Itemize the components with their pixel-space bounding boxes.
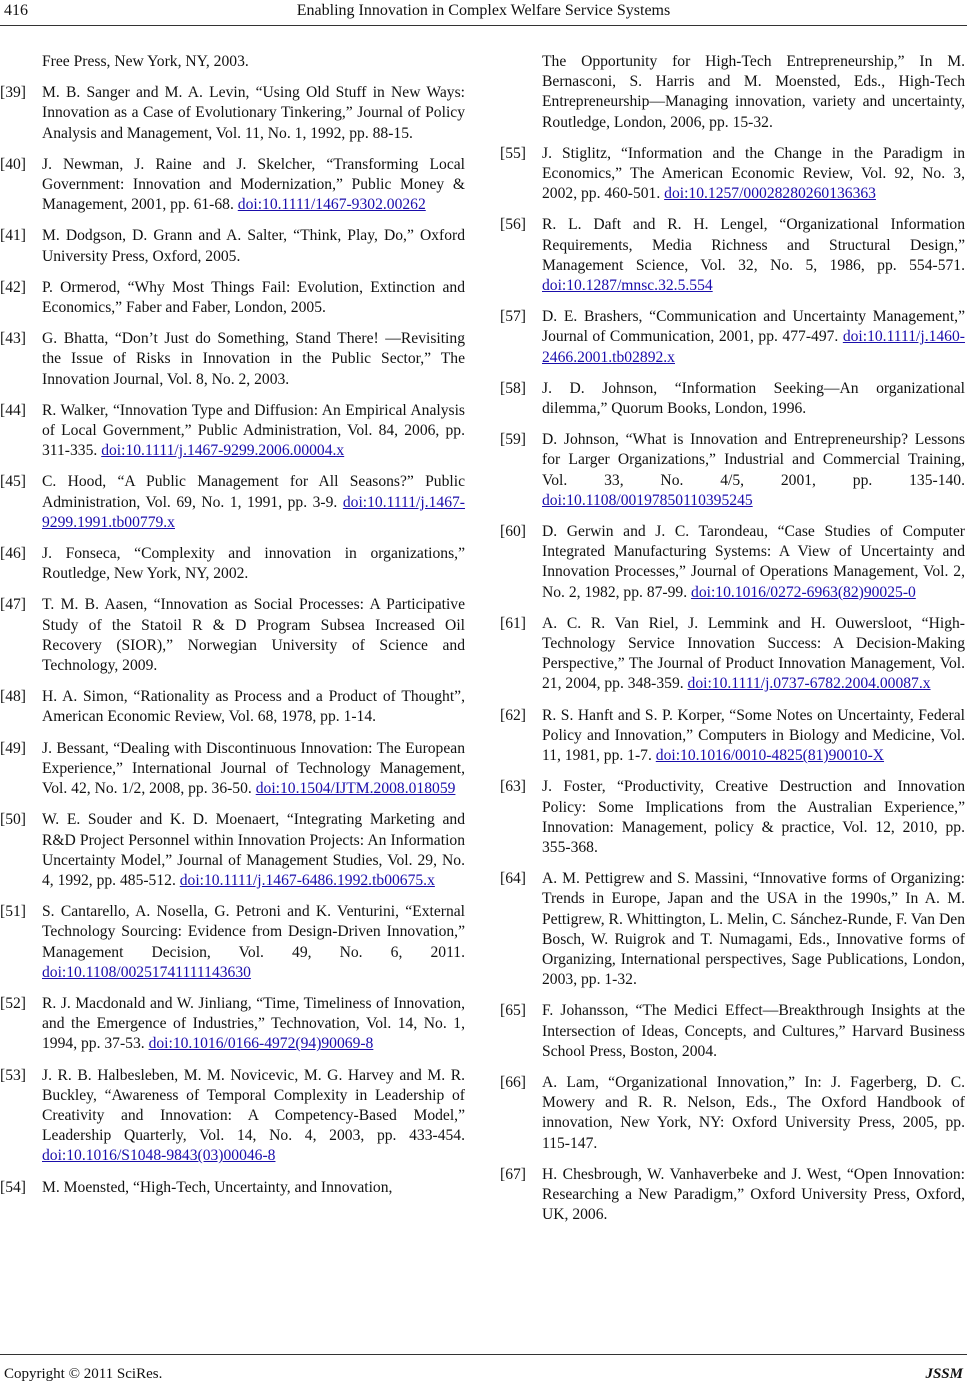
copyright-notice: Copyright © 2011 SciRes. bbox=[4, 1366, 163, 1382]
reference-text-block bbox=[42, 83, 465, 144]
reference-text: A. M. Pettigrew and S. Massini, “Innovative forms of Organizing: Trends in Europe, Japan and the USA in the 1990s,” In A. M. Pettigrew, R. Whittington, L. Melin, C. Sánchez-Runde, F. Van Den Bosch, W. Ruigrok and T. Numagami, Eds., Innovative forms of Organizing, International perspectives, Sage Publications, London, 2003, pp. 1-32. bbox=[542, 870, 965, 989]
reference-text: J. Fonseca, “Complexity and innovation in organizations,” Routledge, New York, NY, 2002. bbox=[42, 545, 465, 583]
reference-text-block bbox=[42, 472, 465, 533]
reference-number: [45] bbox=[0, 473, 26, 491]
reference-entry bbox=[500, 215, 965, 296]
reference-entry bbox=[500, 1165, 965, 1226]
reference-entry bbox=[500, 777, 965, 858]
reference-text-block bbox=[42, 994, 465, 1055]
reference-entry bbox=[0, 810, 465, 891]
reference-number: [65] bbox=[500, 1002, 526, 1020]
reference-number: [44] bbox=[0, 401, 26, 419]
reference-entry bbox=[500, 869, 965, 990]
reference-number: [64] bbox=[500, 870, 526, 888]
reference-text-block bbox=[42, 52, 465, 72]
reference-text-block bbox=[542, 430, 965, 511]
reference-text: H. Chesbrough, W. Vanhaverbeke and J. West, “Open Innovation: Researching a New Paradigm,” Oxford University Press, Oxford, UK, 2006. bbox=[542, 1165, 965, 1224]
reference-number: [66] bbox=[500, 1073, 526, 1091]
reference-text-block bbox=[542, 614, 965, 695]
reference-number: [47] bbox=[0, 596, 26, 614]
reference-text-block bbox=[542, 307, 965, 368]
reference-text-block bbox=[542, 52, 965, 133]
reference-number: [67] bbox=[500, 1165, 526, 1183]
reference-text: M. Moensted, “High-Tech, Uncertainty, and Innovation, bbox=[42, 1178, 393, 1196]
reference-number: [42] bbox=[0, 278, 26, 296]
reference-number: [55] bbox=[500, 144, 526, 162]
running-title: Enabling Innovation in Complex Welfare Service Systems bbox=[296, 2, 671, 19]
reference-text: W. E. Souder and K. D. Moenaert, “Integrating Marketing and R&D Project Personnel within Innovation Projects: An Information Uncertainty Model,” Journal of Management Studies, Vol. 29, No. 4, 1992, pp. 485-512. bbox=[42, 811, 465, 889]
reference-text-block bbox=[542, 215, 965, 296]
reference-number: [43] bbox=[0, 330, 26, 348]
journal-abbreviation: JSSM bbox=[925, 1366, 963, 1382]
reference-text: D. E. Brashers, “Communication and Uncertainty Management,” Journal of Communication, 2001, pp. 477-497. bbox=[542, 308, 965, 346]
reference-text: J. D. Johnson, “Information Seeking—An organizational dilemma,” Quorum Books, London, 1996. bbox=[542, 379, 965, 418]
page-footer bbox=[0, 1354, 967, 1384]
reference-entry bbox=[0, 401, 465, 462]
reference-text: D. Gerwin and J. C. Tarondeau, “Case Studies of Computer Integrated Manufacturing Systems: A View of Uncertainty and Innovation Processes,” Journal of Operations Management, Vol. 2, No. 2, 1982, pp. 87-99. bbox=[542, 523, 965, 601]
reference-text-block bbox=[42, 401, 465, 462]
doi-link[interactable]: doi:10.1504/IJTM.2008.018059 bbox=[255, 780, 456, 798]
reference-text-block bbox=[42, 329, 465, 390]
reference-text-block bbox=[42, 278, 465, 318]
reference-number: [49] bbox=[0, 739, 26, 757]
reference-text: J. Stiglitz, “Information and the Change in the Paradigm in Economics,” The American Economic Review, Vol. 92, No. 3, 2002, pp. 460-501. bbox=[542, 144, 965, 203]
reference-text: M. Dodgson, D. Grann and A. Salter, “Think, Play, Do,” Oxford University Press, Oxford, 2005. bbox=[42, 227, 465, 265]
reference-entry bbox=[500, 379, 965, 419]
reference-text-block bbox=[542, 706, 965, 767]
reference-entry bbox=[0, 472, 465, 533]
reference-number: [58] bbox=[500, 379, 526, 397]
reference-text: The Opportunity for High-Tech Entrepreneurship,” In M. Bernasconi, S. Harris and M. Moensted, Eds., High-Tech Entrepreneurship—Managing innovation, variety and uncertainty, Routledge, London, 2006, pp. 15-32. bbox=[542, 53, 965, 131]
reference-entry bbox=[0, 544, 465, 584]
reference-text: J. Foster, “Productivity, Creative Destruction and Innovation Policy: Some Implications from the Australian Experience,” Innovation: Management, policy & practice, Vol. 12, 2010, pp. 355-368. bbox=[542, 778, 965, 856]
reference-text: R. Walker, “Innovation Type and Diffusion: An Empirical Analysis of Local Government,” Public Administration, Vol. 84, 2006, pp. 311-335. bbox=[42, 401, 465, 460]
reference-entry bbox=[0, 994, 465, 1055]
reference-text: R. L. Daft and R. H. Lengel, “Organizational Information Requirements, Media Richness and Structural Design,” Management Science, Vol. 32, No. 5, 1986, pp. 554-571. bbox=[542, 216, 965, 274]
reference-entry bbox=[500, 522, 965, 603]
reference-entry bbox=[500, 706, 965, 767]
reference-number: [41] bbox=[0, 227, 26, 245]
reference-entry bbox=[542, 52, 965, 133]
doi-link[interactable]: doi:10.1108/00251741111143630 bbox=[42, 963, 251, 981]
reference-number: [54] bbox=[0, 1178, 26, 1196]
reference-text: A. Lam, “Organizational Innovation,” In: J. Fagerberg, D. C. Mowery and R. R. Nelson, Eds., The Oxford Handbook of innovation, New York, NY: Oxford University Press, 2005, pp. 115-147. bbox=[542, 1073, 965, 1152]
doi-link[interactable]: doi:10.1111/1467-9302.00262 bbox=[237, 196, 426, 214]
doi-link[interactable]: doi:10.1016/S1048-9843(03)00046-8 bbox=[42, 1147, 276, 1165]
doi-link[interactable]: doi:10.1016/0166-4972(94)90069-8 bbox=[148, 1035, 374, 1053]
reference-number: [57] bbox=[500, 308, 526, 326]
reference-entry bbox=[0, 1178, 465, 1198]
reference-number: [51] bbox=[0, 903, 26, 921]
reference-text: J. R. B. Halbesleben, M. M. Novicevic, M. G. Harvey and M. R. Buckley, “Awareness of Temporal Complexity in Leadership of Creativity and Innovation: A Competency-Based Model,” Leadership Quarterly, Vol. 14, No. 4, 2003, pp. 433-454. bbox=[42, 1066, 465, 1145]
reference-entry bbox=[500, 614, 965, 695]
reference-text-block bbox=[542, 1165, 965, 1226]
reference-entry bbox=[42, 52, 465, 72]
reference-entry bbox=[0, 687, 465, 727]
reference-number: [50] bbox=[0, 811, 26, 829]
doi-link[interactable]: doi:10.1111/j.1467-6486.1992.tb00675.x bbox=[179, 871, 435, 889]
page-header bbox=[0, 0, 967, 26]
references-right-column bbox=[500, 52, 965, 1236]
reference-number: [59] bbox=[500, 431, 526, 449]
doi-link[interactable]: doi:10.1111/j.1460-2466.2001.tb02892.x bbox=[542, 328, 965, 366]
reference-number: [61] bbox=[500, 614, 526, 632]
reference-text-block bbox=[542, 1073, 965, 1154]
reference-text-block bbox=[42, 595, 465, 676]
reference-text-block bbox=[42, 544, 465, 584]
reference-text: Free Press, New York, NY, 2003. bbox=[42, 53, 249, 70]
reference-number: [53] bbox=[0, 1066, 26, 1084]
page-number: 416 bbox=[4, 2, 28, 19]
doi-link[interactable]: doi:10.1287/mnsc.32.5.554 bbox=[542, 277, 713, 295]
reference-text: C. Hood, “A Public Management for All Seasons?” Public Administration, Vol. 69, No. 1, 1991, pp. 3-9. bbox=[42, 473, 465, 511]
reference-entry bbox=[0, 83, 465, 144]
reference-text-block bbox=[542, 144, 965, 205]
reference-entry bbox=[0, 278, 465, 318]
doi-link[interactable]: doi:10.1111/j.1467-9299.1991.tb00779.x bbox=[42, 493, 465, 531]
reference-text-block bbox=[542, 379, 965, 419]
reference-number: [62] bbox=[500, 706, 526, 724]
reference-text-block bbox=[42, 902, 465, 983]
references-left-column bbox=[0, 52, 465, 1209]
reference-text: G. Bhatta, “Don’t Just do Something, Stand There! —Revisiting the Issue of Risks in Innovation in the Public Sector,” The Innovation Journal, Vol. 8, No. 2, 2003. bbox=[42, 330, 465, 388]
reference-number: [60] bbox=[500, 523, 526, 541]
reference-entry bbox=[0, 329, 465, 390]
reference-text-block bbox=[42, 810, 465, 891]
reference-text: P. Ormerod, “Why Most Things Fail: Evolution, Extinction and Economics,” Faber and Faber, London, 2005. bbox=[42, 278, 465, 317]
reference-number: [52] bbox=[0, 994, 26, 1012]
reference-text-block bbox=[42, 687, 465, 727]
reference-text: J. Newman, J. Raine and J. Skelcher, “Transforming Local Government: Innovation and Modernization,” Public Money & Management, 2001, pp. 61-68. bbox=[42, 155, 465, 214]
reference-text: J. Bessant, “Dealing with Discontinuous Innovation: The European Experience,” International Journal of Technology Management, Vol. 42, No. 1/2, 2008, pp. 36-50. bbox=[42, 739, 465, 798]
reference-entry bbox=[0, 902, 465, 983]
doi-link[interactable]: doi:10.1257/00028280260136363 bbox=[664, 185, 876, 203]
reference-entry bbox=[0, 595, 465, 676]
reference-text-block bbox=[42, 155, 465, 216]
reference-text: F. Johansson, “The Medici Effect—Breakthrough Insights at the Intersection of Ideas, Concepts, and Cultures,” Harvard Business School Press, Boston, 2004. bbox=[542, 1002, 965, 1060]
reference-text-block bbox=[542, 869, 965, 990]
reference-text: S. Cantarello, A. Nosella, G. Petroni and K. Venturini, “External Technology Sourcing: Evidence from Design-Driven Innovation,” Management Decision, Vol. 49, No. 6, 2011. bbox=[42, 903, 465, 961]
reference-entry bbox=[0, 226, 465, 266]
reference-entry bbox=[500, 1001, 965, 1062]
reference-text: H. A. Simon, “Rationality as Process and a Product of Thought”, American Economic Review, Vol. 68, 1978, pp. 1-14. bbox=[42, 688, 465, 726]
reference-text-block bbox=[42, 1066, 465, 1167]
reference-text-block bbox=[542, 522, 965, 603]
reference-number: [56] bbox=[500, 216, 526, 234]
reference-text: R. J. Macdonald and W. Jinliang, “Time, Timeliness of Innovation, and the Emergence of Industries,” Technovation, Vol. 14, No. 1, 1994, pp. 37-53. bbox=[42, 994, 465, 1053]
reference-text: A. C. R. Van Riel, J. Lemmink and H. Ouwersloot, “High-Technology Service Innovation Success: A Decision-Making Perspective,” The Journal of Product Innovation Management, Vol. 21, 2004, pp. 348-359. bbox=[542, 614, 965, 693]
reference-number: [39] bbox=[0, 84, 26, 102]
reference-entry bbox=[500, 430, 965, 511]
reference-text-block bbox=[42, 226, 465, 266]
reference-entry bbox=[0, 155, 465, 216]
doi-link[interactable]: doi:10.1111/j.0737-6782.2004.00087.x bbox=[687, 675, 931, 693]
reference-text: M. B. Sanger and M. A. Levin, “Using Old Stuff in New Ways: Innovation as a Case of Evolutionary Tinkering,” Journal of Policy Analysis and Management, Vol. 11, No. 1, 1992, pp. 88-15. bbox=[42, 84, 465, 142]
reference-text: T. M. B. Aasen, “Innovation as Social Processes: A Participative Study of the Statoil R & D Program Subsea Increased Oil Recovery (SIOR),” Norwegian University of Science and Technology, 2009. bbox=[42, 596, 465, 675]
doi-link[interactable]: doi:10.1111/j.1467-9299.2006.00004.x bbox=[101, 442, 345, 460]
reference-text-block bbox=[42, 1178, 465, 1198]
reference-entry bbox=[0, 739, 465, 800]
reference-entry bbox=[500, 1073, 965, 1154]
reference-number: [48] bbox=[0, 688, 26, 706]
doi-link[interactable]: doi:10.1108/00197850110395245 bbox=[542, 491, 753, 509]
reference-text: R. S. Hanft and S. P. Korper, “Some Notes on Uncertainty, Federal Policy and Innovation,” Computers in Biology and Medicine, Vol. 11, 1981, pp. 1-7. bbox=[542, 706, 965, 765]
reference-entry bbox=[500, 144, 965, 205]
doi-link[interactable]: doi:10.1016/0272-6963(82)90025-0 bbox=[691, 583, 916, 601]
reference-entry bbox=[500, 307, 965, 368]
reference-number: [46] bbox=[0, 545, 26, 563]
reference-text: D. Johnson, “What is Innovation and Entrepreneurship? Lessons for Larger Organizations,” Industrial and Commercial Training, Vol. 33, No. 4/5, 2001, pp. 135-140. bbox=[542, 431, 965, 489]
doi-link[interactable]: doi:10.1016/0010-4825(81)90010-X bbox=[655, 747, 885, 765]
header-rule bbox=[0, 25, 967, 26]
reference-text-block bbox=[42, 739, 465, 800]
reference-text-block bbox=[542, 1001, 965, 1062]
reference-number: [40] bbox=[0, 155, 26, 173]
reference-entry bbox=[0, 1066, 465, 1167]
footer-rule bbox=[0, 1354, 967, 1355]
reference-text-block bbox=[542, 777, 965, 858]
reference-number: [63] bbox=[500, 778, 526, 796]
